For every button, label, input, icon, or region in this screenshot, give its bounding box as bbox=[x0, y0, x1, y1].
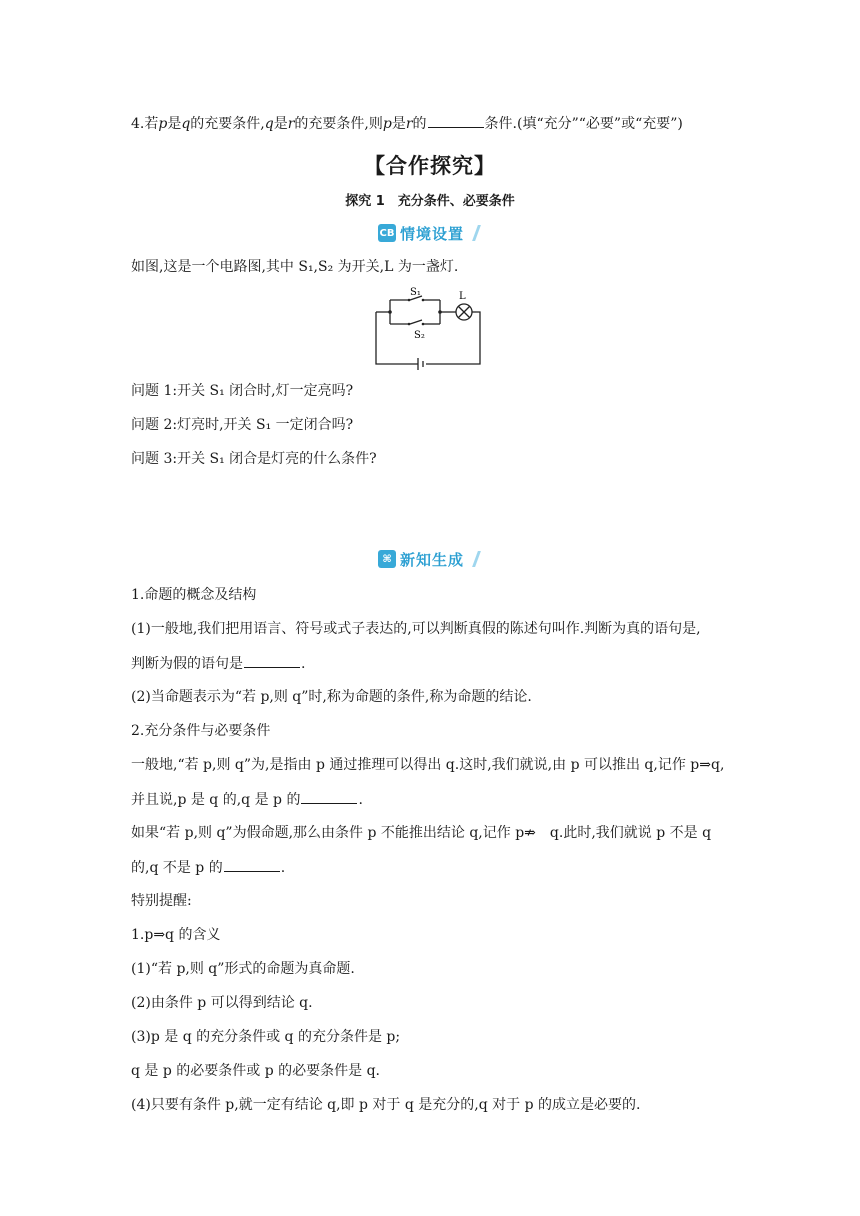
q4-text: 是 bbox=[167, 116, 182, 132]
intro-text: 如图,这是一个电路图,其中 S₁,S₂ 为开关,L 为一盏灯. bbox=[131, 259, 459, 275]
k1-line3: (2)当命题表示为“若 p,则 q”时,称为命题的条件,称为命题的结论. bbox=[131, 689, 532, 705]
k2-line4 bbox=[131, 858, 285, 877]
tag-label: 情境设置 bbox=[400, 224, 465, 243]
tag-decoration bbox=[464, 551, 481, 567]
question-4 bbox=[131, 114, 683, 133]
label-lamp: L bbox=[459, 291, 466, 302]
switch-contact bbox=[422, 323, 425, 326]
var-q: q bbox=[264, 116, 274, 132]
question-3: 问题 3:开关 S₁ 闭合是灯亮的什么条件? bbox=[131, 451, 377, 467]
junction-dot bbox=[388, 310, 392, 314]
tips-line4: (3)p 是 q 的充分条件或 q 的充分条件是 p; bbox=[131, 1029, 401, 1045]
answer-blank[interactable] bbox=[244, 654, 300, 668]
k2-title: 2.充分条件与必要条件 bbox=[131, 723, 271, 739]
k1-line2 bbox=[131, 654, 305, 673]
k1-line1: (1)一般地,我们把用语言、符号或式子表达的,可以判断真假的陈述句叫作.判断为真的语句是, bbox=[131, 621, 701, 637]
var-r: r bbox=[405, 116, 413, 132]
var-q: q bbox=[181, 116, 191, 132]
var-p: p bbox=[158, 116, 168, 132]
label-s1: S₁ bbox=[410, 287, 421, 298]
var-p: p bbox=[382, 116, 392, 132]
var-r: r bbox=[287, 116, 295, 132]
tips-line1: 1.p⇒q 的含义 bbox=[131, 927, 221, 943]
circuit-diagram bbox=[370, 286, 490, 370]
section-title: 【合作探究】 bbox=[364, 154, 496, 178]
question-1: 问题 1:开关 S₁ 闭合时,灯一定亮吗? bbox=[131, 383, 354, 399]
scenario-icon: CB bbox=[378, 224, 396, 242]
k2-line1: 一般地,“若 p,则 q”为,是指由 p 通过推理可以得出 q.这时,我们就说,由 p 可以推出 q,记作 p⇒q, bbox=[131, 757, 725, 773]
q4-text: 的 bbox=[412, 116, 427, 132]
q4-text: 4.若 bbox=[131, 116, 159, 132]
q4-text: 条件.(填“充分”“必要”或“充要”) bbox=[484, 116, 683, 132]
answer-blank[interactable] bbox=[301, 790, 357, 804]
switch-contact bbox=[422, 299, 425, 302]
knowledge-icon: ⌘ bbox=[378, 550, 396, 568]
tips-line2: (1)“若 p,则 q”形式的命题为真命题. bbox=[131, 961, 355, 977]
k2-line3: 如果“若 p,则 q”为假命题,那么由条件 p 不能推出结论 q,记作 p⇏ q.此时,我们就说 p 不是 q bbox=[131, 825, 712, 841]
tag-label: 新知生成 bbox=[400, 550, 465, 569]
k2-text: . bbox=[280, 860, 286, 876]
tag-decoration bbox=[464, 225, 481, 241]
tag-scenario bbox=[378, 222, 478, 244]
label-s2: S₂ bbox=[414, 330, 425, 341]
k2-text: . bbox=[358, 792, 363, 808]
sub-title: 探究 1 充分条件、必要条件 bbox=[345, 194, 515, 209]
question-2: 问题 2:灯亮时,开关 S₁ 一定闭合吗? bbox=[131, 417, 354, 433]
q4-text: 的充要条件, bbox=[190, 116, 265, 132]
tips-line6: (4)只要有条件 p,就一定有结论 q,即 p 对于 q 是充分的,q 对于 p 的成立是必要的. bbox=[131, 1097, 641, 1113]
k1-title: 1.命题的概念及结构 bbox=[131, 587, 257, 603]
wire bbox=[376, 312, 418, 364]
switch-s2 bbox=[410, 320, 422, 324]
tips-line3: (2)由条件 p 可以得到结论 q. bbox=[131, 995, 313, 1011]
switch-contact bbox=[408, 299, 411, 302]
k2-text: 并且说,p 是 q 的,q 是 p 的 bbox=[131, 792, 301, 808]
k2-text: 的,q 不是 p 的 bbox=[131, 860, 223, 876]
k1-text: . bbox=[301, 656, 306, 672]
answer-blank[interactable] bbox=[224, 858, 280, 872]
q4-text: 的充要条件,则 bbox=[294, 116, 383, 132]
wire bbox=[426, 312, 480, 364]
junction-dot bbox=[438, 310, 442, 314]
tips-line5: q 是 p 的必要条件或 p 的必要条件是 q. bbox=[131, 1063, 380, 1079]
q4-text: 是 bbox=[391, 116, 406, 132]
switch-contact bbox=[408, 323, 411, 326]
tips-title: 特别提醒: bbox=[131, 893, 192, 909]
k2-line2 bbox=[131, 790, 363, 809]
k1-text: 判断为假的语句是 bbox=[131, 656, 243, 672]
q4-text: 是 bbox=[273, 116, 288, 132]
tag-new-knowledge bbox=[378, 548, 478, 570]
answer-blank[interactable] bbox=[428, 114, 484, 128]
